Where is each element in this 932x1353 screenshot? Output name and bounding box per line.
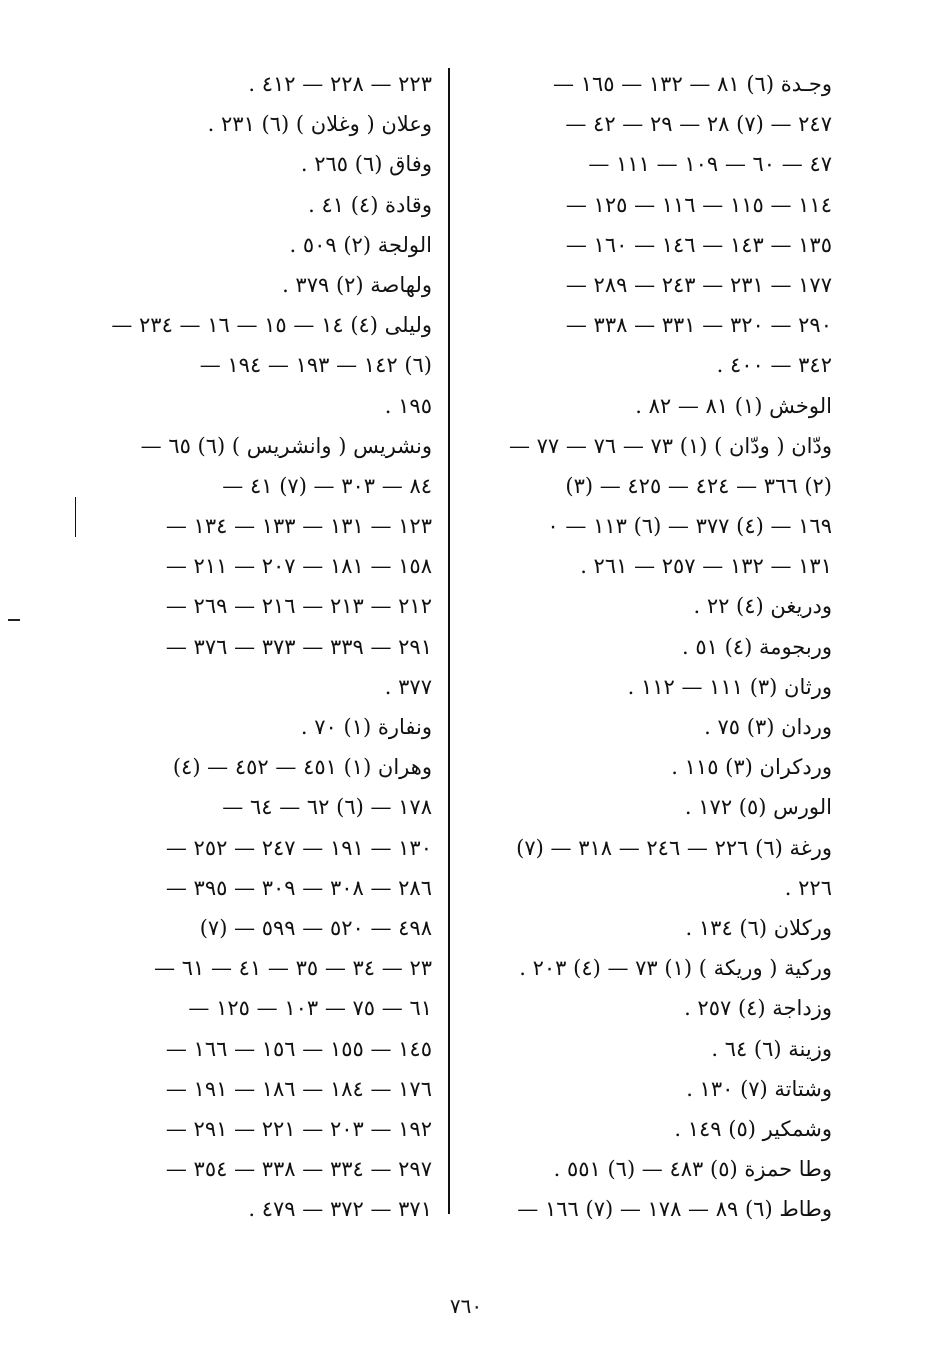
- index-column-right: [466, 64, 832, 1229]
- index-line: وزينة (٦) ٦٤ .: [711, 1036, 832, 1061]
- index-line: ٣٤٢ — ٤٠٠ .: [716, 353, 832, 378]
- index-line: ١١٤ — ١١٥ — ١١٦ — ١٢٥ —: [565, 192, 832, 217]
- index-line: ولهاصة (٢) ٣٧٩ .: [282, 272, 432, 297]
- index-line: وليلى (٤) ١٤ — ١٥ — ١٦ — ٢٣٤ —: [111, 313, 432, 338]
- index-line: ٢٢٣ — ٢٢٨ — ٤١٢ .: [248, 72, 432, 96]
- index-line: ودريغن (٤) ٢٢ .: [693, 594, 832, 619]
- index-line: ١٣٠ — ١٩١ — ٢٤٧ — ٢٥٢ —: [165, 835, 432, 860]
- index-line: وطا حمزة (٥) ٤٨٣ — (٦) ٥٥١ .: [553, 1157, 832, 1182]
- index-line: ٦١ — ٧٥ — ١٠٣ — ١٢٥ —: [188, 996, 432, 1021]
- index-line: ١٤٥ — ١٥٥ — ١٥٦ — ١٦٦ —: [165, 1036, 432, 1061]
- index-line: ٢٩٧ — ٣٣٤ — ٣٣٨ — ٣٥٤ —: [165, 1157, 432, 1182]
- index-line: وعلان ( وغلان ) (٦) ٢٣١ .: [207, 112, 432, 137]
- index-line: وردان (٣) ٧٥ .: [704, 715, 832, 739]
- page-number: ٧٦٠: [449, 1294, 483, 1318]
- column-divider: [448, 68, 450, 1214]
- index-column-left: [80, 64, 432, 1229]
- index-line: وهران (١) ٤٥١ — ٤٥٢ — (٤): [172, 755, 432, 780]
- index-line: وفاق (٦) ٢٦٥ .: [300, 152, 432, 177]
- index-line: ١٩٢ — ٢٠٣ — ٢٢١ — ٢٩١ —: [165, 1116, 432, 1141]
- index-line: ونشريس ( وانشريس ) (٦) ٦٥ —: [140, 433, 432, 458]
- index-line: ٢١٢ — ٢١٣ — ٢١٦ — ٢٦٩ —: [165, 594, 432, 619]
- index-line: وشمكير (٥) ١٤٩ .: [674, 1116, 832, 1141]
- index-line: ١٢٣ — ١٣١ — ١٣٣ — ١٣٤ —: [165, 514, 432, 539]
- index-line: وشتاتة (٧) ١٣٠ .: [686, 1076, 832, 1101]
- index-line: ورثان (٣) ١١١ — ١١٢ .: [627, 674, 832, 699]
- index-line: ١٧٦ — ١٨٤ — ١٨٦ — ١٩١ —: [165, 1076, 432, 1101]
- index-line: ٣٧٧ .: [384, 674, 432, 699]
- index-line: ٢٣ — ٣٤ — ٣٥ — ٤١ — ٦١ —: [154, 956, 432, 981]
- index-line: وربجومة (٤) ٥١ .: [682, 634, 832, 659]
- index-line: وجـدة (٦) ٨١ — ١٣٢ — ١٦٥ —: [553, 72, 832, 96]
- index-line: الوخش (١) ٨١ — ٨٢ .: [635, 393, 832, 418]
- index-line: ١٧٧ — ٢٣١ — ٢٤٣ — ٢٨٩ —: [565, 272, 832, 297]
- index-line: ٣٧١ — ٣٧٢ — ٤٧٩ .: [248, 1197, 432, 1222]
- index-line: الورس (٥) ١٧٢ .: [684, 795, 832, 820]
- index-line: وركية ( وريكة ) (١) ٧٣ — (٤) ٢٠٣ .: [519, 956, 832, 981]
- index-line: وزداجة (٤) ٢٥٧ .: [684, 996, 832, 1021]
- index-line: وركلان (٦) ١٣٤ .: [685, 915, 832, 940]
- index-line: ٤٧ — ٦٠ — ١٠٩ — ١١١ —: [588, 152, 832, 177]
- index-line: (٢) ٣٦٦ — ٤٢٤ — ٤٢٥ — (٣): [565, 473, 832, 498]
- index-line: ١٥٨ — ١٨١ — ٢٠٧ — ٢١١ —: [165, 554, 432, 579]
- margin-dash: [8, 619, 20, 621]
- index-line: ٢٩٠ — ٣٢٠ — ٣٣١ — ٣٣٨ —: [565, 313, 832, 338]
- index-line: ودّان ( ودّان ) (١) ٧٣ — ٧٦ — ٧٧ —: [508, 433, 832, 458]
- index-line: وطاط (٦) ٨٩ — ١٧٨ — (٧) ١٦٦ —: [517, 1197, 832, 1222]
- index-line: ١٦٩ — (٤) ٣٧٧ — (٦) ١١٣ — ٠: [547, 514, 832, 539]
- index-line: ١٣١ — ١٣٢ — ٢٥٧ — ٢٦١ .: [580, 554, 832, 579]
- index-line: ورغة (٦) ٢٢٦ — ٢٤٦ — ٣١٨ — (٧): [516, 835, 832, 860]
- index-line: ٢٩١ — ٣٣٩ — ٣٧٣ — ٣٧٦ —: [165, 634, 432, 659]
- index-line: الولجة (٢) ٥٠٩ .: [289, 232, 432, 257]
- index-line: ونفارة (١) ٧٠ .: [300, 715, 432, 739]
- index-line: ١٩٥ .: [384, 393, 432, 418]
- index-line: وقادة (٤) ٤١ .: [308, 192, 432, 217]
- index-line: ١٣٥ — ١٤٣ — ١٤٦ — ١٦٠ —: [565, 232, 832, 257]
- index-line: وردكران (٣) ١١٥ .: [671, 755, 832, 780]
- index-line: ٢٢٦ .: [784, 875, 832, 900]
- index-line: ١٧٨ — (٦) ٦٢ — ٦٤ —: [222, 795, 432, 820]
- index-line: ٢٨٦ — ٣٠٨ — ٣٠٩ — ٣٩٥ —: [165, 875, 432, 900]
- index-line: (٦) ١٤٢ — ١٩٣ — ١٩٤ —: [199, 353, 432, 378]
- margin-mark: [75, 497, 76, 537]
- index-line: ٤٩٨ — ٥٢٠ — ٥٩٩ — (٧): [199, 915, 432, 940]
- index-line: ٨٤ — ٣٠٣ — (٧) ٤١ —: [222, 473, 432, 498]
- index-line: ٢٤٧ — (٧) ٢٨ — ٢٩ — ٤٢ —: [565, 112, 832, 137]
